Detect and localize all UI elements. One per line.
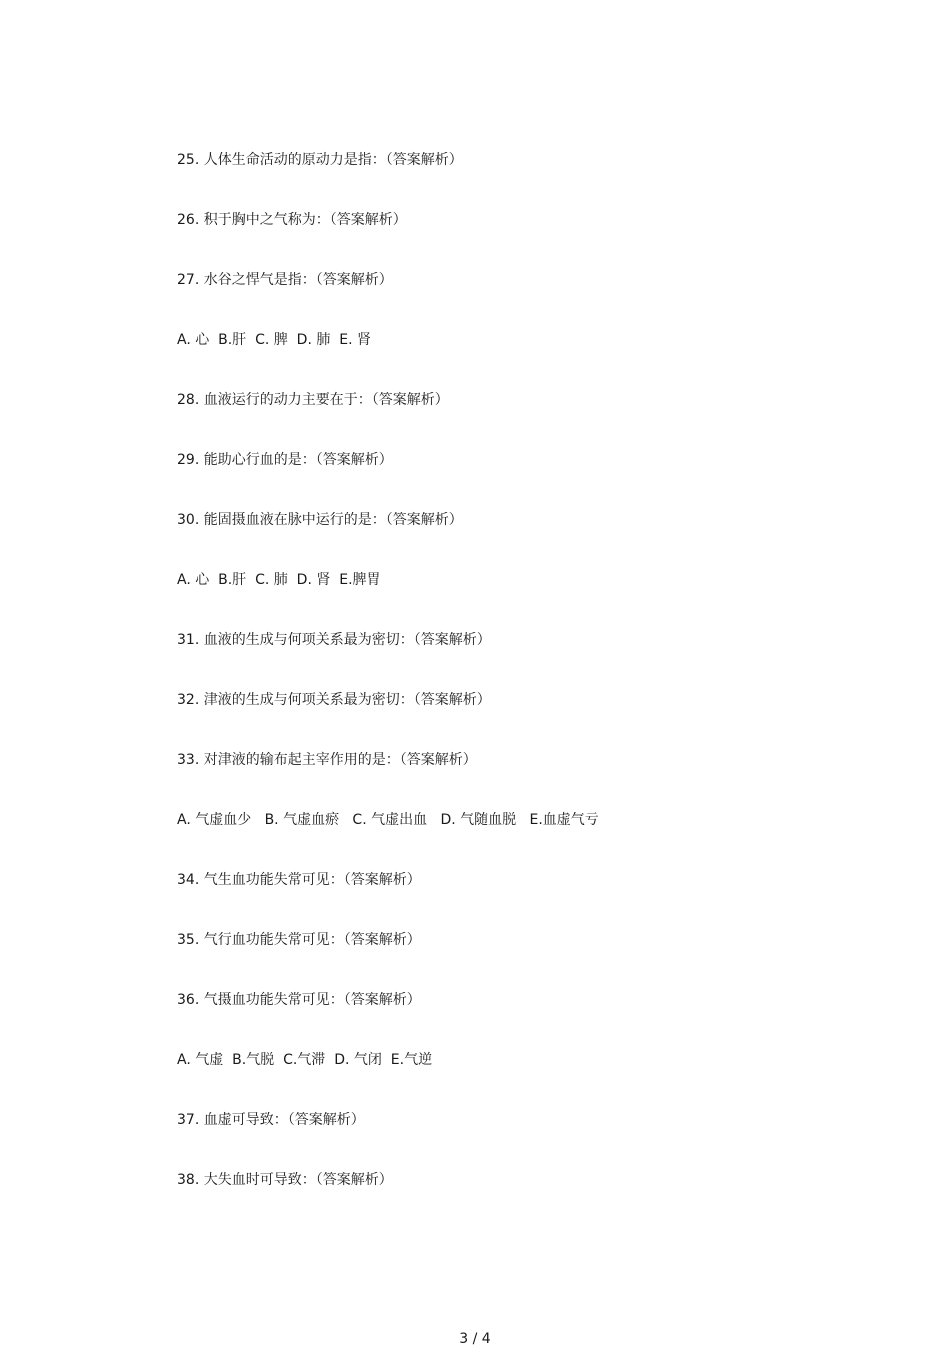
- question-26: 26. 积于胸中之气称为：（答案解析）: [177, 212, 407, 228]
- question-35: 35. 气行血功能失常可见：（答案解析）: [177, 932, 421, 948]
- question-30: 30. 能固摄血液在脉中运行的是：（答案解析）: [177, 512, 463, 528]
- question-34: 34. 气生血功能失常可见：（答案解析）: [177, 872, 421, 888]
- answer-options-28-30: A. 心 B.肝 C. 肺 D. 肾 E.脾胃: [177, 572, 381, 588]
- answer-options-31-33: A. 气虚血少 B. 气虚血瘀 C. 气虚出血 D. 气随血脱 E.血虚气亏: [177, 812, 599, 828]
- question-37: 37. 血虚可导致：（答案解析）: [177, 1112, 365, 1128]
- question-28: 28. 血液运行的动力主要在于：（答案解析）: [177, 392, 449, 408]
- question-list: [177, 148, 877, 1228]
- question-31: 31. 血液的生成与何项关系最为密切：（答案解析）: [177, 632, 491, 648]
- question-32: 32. 津液的生成与何项关系最为密切：（答案解析）: [177, 692, 491, 708]
- question-36: 36. 气摄血功能失常可见：（答案解析）: [177, 992, 421, 1008]
- answer-options-25-27: A. 心 B.肝 C. 脾 D. 肺 E. 肾: [177, 332, 371, 348]
- question-33: 33. 对津液的输布起主宰作用的是：（答案解析）: [177, 752, 477, 768]
- answer-options-34-36: A. 气虚 B.气脱 C.气滞 D. 气闭 E.气逆: [177, 1052, 433, 1068]
- question-29: 29. 能助心行血的是：（答案解析）: [177, 452, 393, 468]
- page-number: 3 / 4: [459, 1331, 491, 1347]
- question-25: 25. 人体生命活动的原动力是指：（答案解析）: [177, 152, 463, 168]
- question-38: 38. 大失血时可导致：（答案解析）: [177, 1172, 393, 1188]
- question-27: 27. 水谷之悍气是指：（答案解析）: [177, 272, 393, 288]
